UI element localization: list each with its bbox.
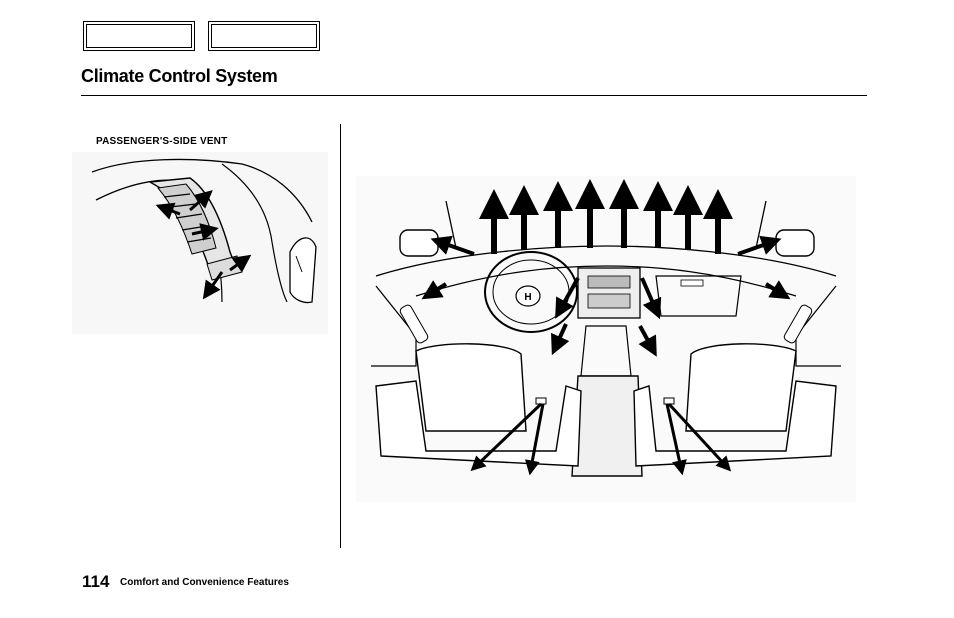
- previous-page-button[interactable]: [83, 21, 195, 51]
- console-armrest-shape: [572, 376, 642, 476]
- cabin-airflow-illustration: [356, 176, 856, 502]
- vent-figure-label: PASSENGER'S-SIDE VENT: [96, 136, 228, 147]
- page-title: Climate Control System: [81, 66, 278, 86]
- next-page-button[interactable]: [208, 21, 320, 51]
- page-number: 114: [82, 572, 110, 591]
- title-rule: [81, 95, 867, 96]
- section-name: Comfort and Convenience Features: [120, 577, 289, 588]
- defrost-arrows: [494, 194, 718, 254]
- honda-logo-text: H: [524, 292, 532, 303]
- column-divider: [340, 124, 341, 548]
- right-mirror-shape: [776, 230, 814, 256]
- passenger-vent-illustration: [72, 152, 328, 334]
- left-mirror-shape: [400, 230, 438, 256]
